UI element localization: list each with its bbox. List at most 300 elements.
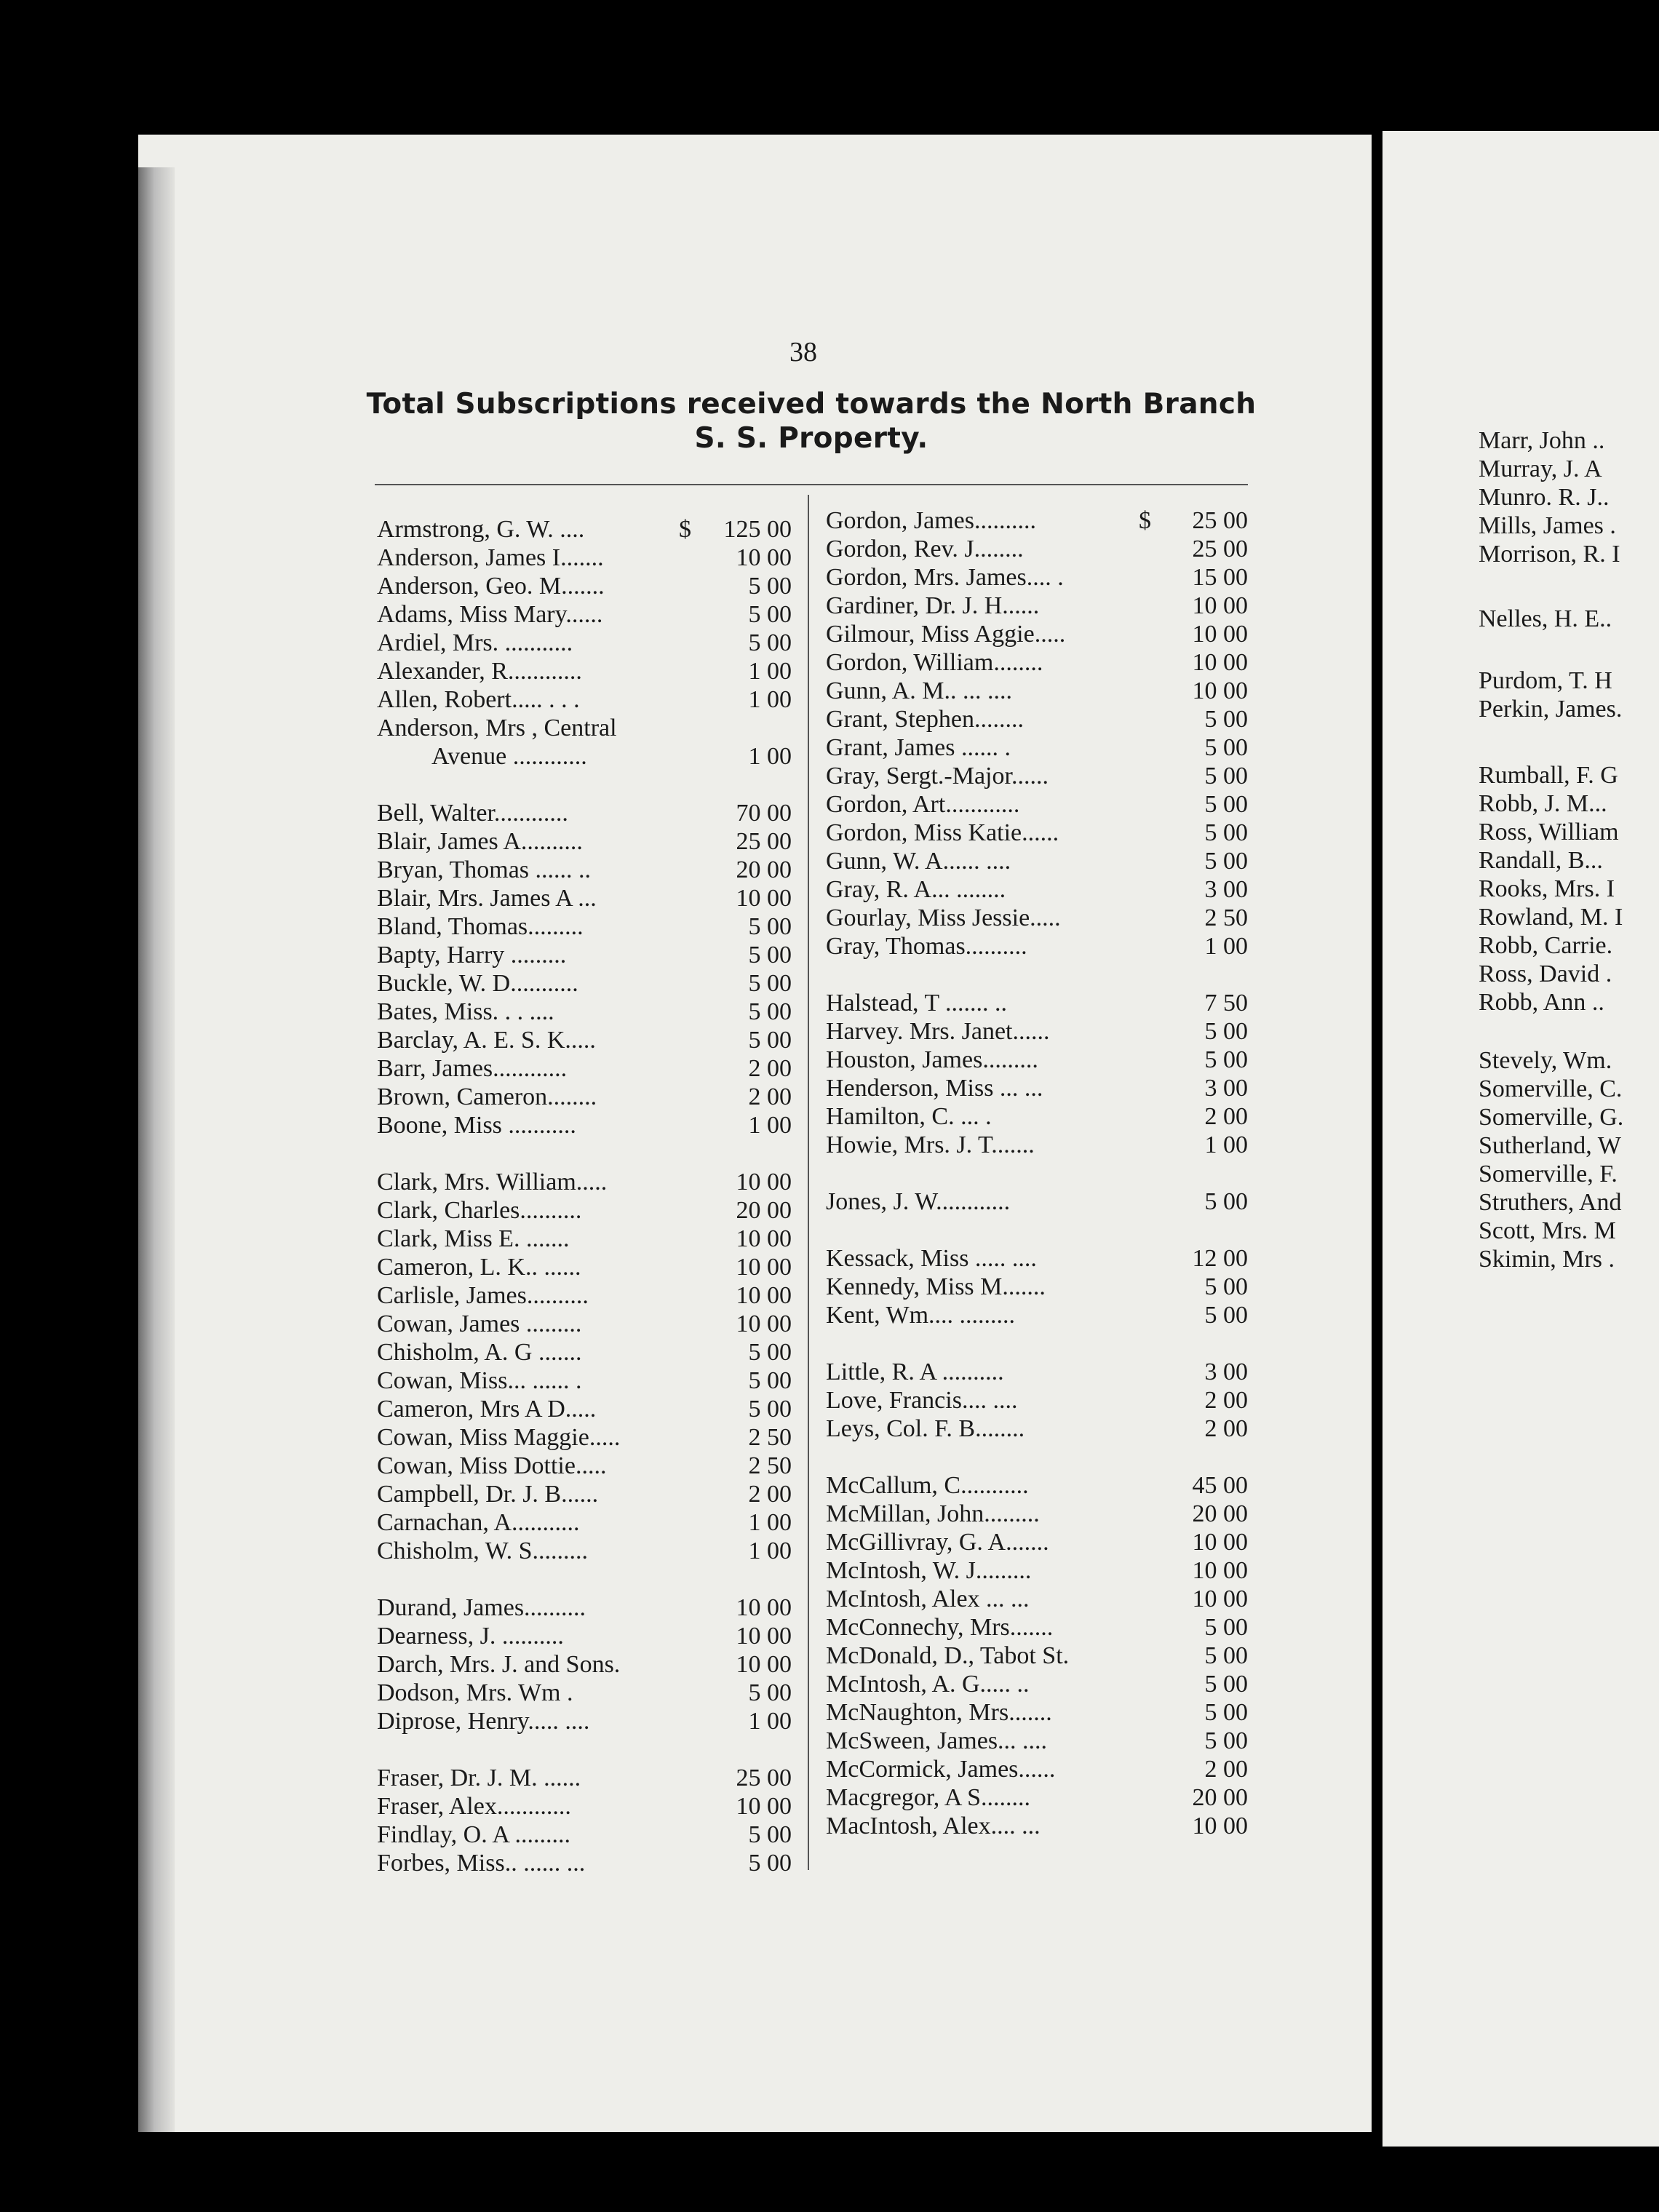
subscriber-name: Dodson, Mrs. Wm . <box>377 1679 573 1706</box>
subscription-amount: 10 00 <box>736 1651 792 1678</box>
subscription-entry <box>826 1698 1266 1727</box>
subscription-entry <box>377 1452 799 1480</box>
subscription-entry <box>377 1310 799 1338</box>
subscriber-name: Bryan, Thomas ...... .. <box>377 856 592 883</box>
subscription-amount: 5 00 <box>1204 1671 1248 1698</box>
subscription-entry <box>1479 1075 1659 1103</box>
subscription-amount: 5 00 <box>748 998 792 1025</box>
subscription-entry <box>1479 1217 1659 1245</box>
subscription-amount: 10 00 <box>736 1623 792 1650</box>
subscription-entry <box>1479 512 1659 540</box>
subscription-entry <box>377 1849 799 1877</box>
subscription-entry <box>1479 846 1659 875</box>
subscriber-name: McConnechy, Mrs....... <box>826 1614 1054 1641</box>
subscriber-name: Gunn, W. A...... .... <box>826 848 1011 875</box>
title-line-2: S. S. Property. <box>694 422 928 455</box>
subscription-entry <box>377 827 799 856</box>
subscription-entry <box>1479 1131 1659 1160</box>
subscriber-name: Cowan, Miss Maggie..... <box>377 1424 621 1451</box>
subscription-amount: 10 00 <box>1192 1813 1248 1839</box>
subscriber-name: Houston, James......... <box>826 1046 1038 1073</box>
subscription-entry <box>377 1196 799 1225</box>
page-number: 38 <box>789 337 817 367</box>
subscription-amount: 3 00 <box>1204 876 1248 903</box>
subscription-entry <box>377 799 799 827</box>
title-divider <box>375 484 1248 485</box>
subscriber-name: Chisholm, W. S......... <box>377 1537 589 1564</box>
subscription-entry <box>826 875 1266 904</box>
subscriber-name: McCallum, C........... <box>826 1472 1029 1499</box>
subscriber-name: Bland, Thomas......... <box>377 913 584 940</box>
subscription-amount: 1 00 <box>1204 1131 1248 1158</box>
subscription-entry <box>826 1783 1266 1812</box>
subscription-entry <box>826 1500 1266 1528</box>
subscription-amount: 25 00 <box>736 828 792 855</box>
title-line-1: Total Subscriptions received towards the North Branch <box>366 388 1257 421</box>
subscription-amount: 5 00 <box>1204 1302 1248 1329</box>
subscriber-name: Allen, Robert..... . . . <box>377 686 580 713</box>
subscription-entry <box>1479 1046 1659 1075</box>
subscriber-name: Diprose, Henry..... .... <box>377 1708 590 1735</box>
subscriber-name: Cameron, Mrs A D..... <box>377 1396 597 1423</box>
subscription-amount: 5 00 <box>1204 1273 1248 1300</box>
subscription-entry <box>377 1821 799 1849</box>
subscriber-name: Ross, David . <box>1479 960 1612 987</box>
subscriber-name: Boone, Miss ........... <box>377 1112 576 1139</box>
subscription-entry <box>377 1508 799 1537</box>
subscription-amount: 2 00 <box>1204 1103 1248 1130</box>
subscription-entry <box>826 1301 1266 1329</box>
subscription-entry <box>1479 426 1659 455</box>
subscriber-name: MacIntosh, Alex.... ... <box>826 1813 1041 1839</box>
subscriber-name: Blair, Mrs. James A ... <box>377 885 597 912</box>
subscription-amount: 10 00 <box>1192 677 1248 704</box>
subscription-amount: 25 00 <box>1192 507 1248 534</box>
subscription-amount: 5 00 <box>1204 791 1248 818</box>
subscription-amount: 5 00 <box>1204 819 1248 846</box>
subscriber-name: Blair, James A.......... <box>377 828 583 855</box>
subscription-entry <box>377 1366 799 1395</box>
subscription-entry <box>826 932 1266 960</box>
subscription-entry <box>826 1585 1266 1613</box>
subscription-entry <box>826 790 1266 819</box>
subscription-entry <box>826 1613 1266 1642</box>
subscription-entry <box>1479 695 1659 723</box>
subscription-entry <box>826 563 1266 592</box>
subscriber-name: Clark, Miss E. ....... <box>377 1225 570 1252</box>
subscription-amount: 5 00 <box>748 629 792 656</box>
subscription-entry <box>826 1187 1266 1216</box>
subscription-entry <box>1479 483 1659 512</box>
subscription-amount: 5 00 <box>1204 1018 1248 1045</box>
subscription-entry <box>377 1423 799 1452</box>
subscription-amount: 1 00 <box>748 1537 792 1564</box>
subscription-entry <box>377 1395 799 1423</box>
subscriber-name: Marr, John .. <box>1479 427 1605 454</box>
subscriber-name: Scott, Mrs. M <box>1479 1217 1616 1244</box>
subscriber-name: Kent, Wm.... ......... <box>826 1302 1016 1329</box>
subscriber-name: McIntosh, Alex ... ... <box>826 1586 1030 1612</box>
subscriber-name: Armstrong, G. W. .... <box>377 516 585 543</box>
subscription-entry <box>377 912 799 941</box>
subscription-entry <box>377 1054 799 1083</box>
subscription-entry <box>826 847 1266 875</box>
subscriber-name: Gray, Thomas.......... <box>826 933 1027 960</box>
subscriber-name: Gray, R. A... ........ <box>826 876 1006 903</box>
subscription-amount: 20 00 <box>736 1197 792 1224</box>
subscription-amount: 1 00 <box>748 1708 792 1735</box>
dollar-sign: $ <box>1139 507 1151 534</box>
subscriber-name: Cowan, Miss Dottie..... <box>377 1452 607 1479</box>
subscription-amount: 2 50 <box>748 1452 792 1479</box>
subscriber-name: Fraser, Dr. J. M. ...... <box>377 1765 581 1791</box>
subscriber-name: Anderson, James I....... <box>377 544 604 571</box>
subscription-amount: 5 00 <box>1204 1727 1248 1754</box>
subscription-entry <box>826 904 1266 932</box>
subscription-amount: 1 00 <box>748 1509 792 1536</box>
subscriber-name: Bell, Walter............ <box>377 800 568 827</box>
subscription-entry <box>377 998 799 1026</box>
subscriber-name: Adams, Miss Mary...... <box>377 601 603 628</box>
subscription-entry <box>377 1253 799 1281</box>
subscription-entry <box>826 1812 1266 1840</box>
column-divider <box>808 495 809 1870</box>
subscription-entry <box>377 544 799 572</box>
subscription-entry <box>1479 605 1659 633</box>
subscription-entry <box>1479 875 1659 903</box>
subscription-amount: 5 00 <box>748 1396 792 1423</box>
subscription-entry <box>377 1764 799 1792</box>
subscription-entry <box>826 819 1266 847</box>
subscription-amount: 10 00 <box>736 885 792 912</box>
subscription-amount: 12 00 <box>1192 1245 1248 1272</box>
subscriber-name: Brown, Cameron........ <box>377 1083 597 1110</box>
subscription-amount: 5 00 <box>1204 1642 1248 1669</box>
subscription-amount: 10 00 <box>1192 592 1248 619</box>
subscription-entry <box>1479 1188 1659 1217</box>
subscription-amount: 2 00 <box>748 1481 792 1508</box>
subscription-entry <box>826 506 1266 535</box>
subscription-entry <box>826 1755 1266 1783</box>
subscription-entry <box>377 1338 799 1366</box>
subscriber-name: McNaughton, Mrs....... <box>826 1699 1052 1726</box>
subscription-entry <box>377 941 799 969</box>
subscription-entry <box>826 1102 1266 1131</box>
subscription-entry <box>1479 931 1659 960</box>
subscription-entry <box>377 1168 799 1196</box>
subscriber-name: Harvey. Mrs. Janet...... <box>826 1018 1050 1045</box>
subscription-amount: 1 00 <box>748 686 792 713</box>
subscription-amount: 2 50 <box>748 1424 792 1451</box>
subscription-amount: 70 00 <box>736 800 792 827</box>
subscriber-name: Durand, James.......... <box>377 1594 586 1621</box>
subscription-amount: 25 00 <box>1192 536 1248 562</box>
subscriber-name: Gourlay, Miss Jessie..... <box>826 904 1061 931</box>
subscriber-name: McMillan, John......... <box>826 1500 1040 1527</box>
subscription-amount: 2 50 <box>1204 904 1248 931</box>
subscription-amount: 10 00 <box>736 544 792 571</box>
subscription-entry <box>377 742 799 771</box>
subscription-entry <box>826 762 1266 790</box>
subscription-entry <box>377 856 799 884</box>
subscriber-name: Barr, James............ <box>377 1055 568 1082</box>
subscriber-name: Barclay, A. E. S. K..... <box>377 1027 596 1054</box>
subscriber-name: Bates, Miss. . . .... <box>377 998 554 1025</box>
subscriber-name: Morrison, R. I <box>1479 541 1620 568</box>
subscriber-name: Gordon, Rev. J........ <box>826 536 1024 562</box>
subscriber-name: Cowan, Miss... ...... . <box>377 1367 582 1394</box>
subscriber-name: Randall, B... <box>1479 847 1603 874</box>
subscriber-name: McDonald, D., Tabot St. <box>826 1642 1070 1669</box>
page-title <box>364 387 1259 455</box>
subscriber-name: Fraser, Alex............ <box>377 1793 571 1820</box>
subscriber-name: Skimin, Mrs . <box>1479 1246 1615 1273</box>
subscription-amount: 5 00 <box>748 970 792 997</box>
subscription-amount: 10 00 <box>736 1793 792 1820</box>
subscription-entry <box>1479 988 1659 1017</box>
subscriber-name: McIntosh, W. J......... <box>826 1557 1032 1584</box>
subscriber-name: McIntosh, A. G..... .. <box>826 1671 1030 1698</box>
subscriber-name: Bapty, Harry ......... <box>377 942 567 968</box>
subscriber-name: Gordon, Miss Katie...... <box>826 819 1059 846</box>
subscription-entry <box>1479 540 1659 568</box>
subscriber-name: Sutherland, W <box>1479 1132 1621 1159</box>
subscription-entry <box>1479 903 1659 931</box>
subscriber-name: Clark, Charles.......... <box>377 1197 582 1224</box>
subscription-entry <box>377 685 799 714</box>
subscription-amount: 20 00 <box>736 856 792 883</box>
subscription-entry <box>377 1480 799 1508</box>
subscription-entry <box>377 1792 799 1821</box>
subscription-amount: 5 00 <box>1204 1188 1248 1215</box>
subscriber-name: Somerville, F. <box>1479 1161 1618 1187</box>
subscription-amount: 2 00 <box>748 1083 792 1110</box>
subscription-amount: 10 00 <box>1192 1586 1248 1612</box>
subscription-entry <box>377 884 799 912</box>
subscription-amount: 10 00 <box>736 1282 792 1309</box>
subscriber-name: Howie, Mrs. J. T....... <box>826 1131 1035 1158</box>
subscriber-name: Findlay, O. A ......... <box>377 1821 571 1848</box>
subscriber-name: Henderson, Miss ... ... <box>826 1075 1043 1102</box>
subscription-entry <box>377 714 799 742</box>
subscription-entry <box>377 572 799 600</box>
subscription-amount: 10 00 <box>736 1225 792 1252</box>
subscriber-name: Kessack, Miss ..... .... <box>826 1245 1037 1272</box>
subscription-entry <box>377 1225 799 1253</box>
subscription-entry <box>826 1471 1266 1500</box>
subscriber-name: Leys, Col. F. B........ <box>826 1415 1025 1442</box>
subscription-amount: 2 00 <box>1204 1387 1248 1414</box>
subscriber-name: Gordon, James.......... <box>826 507 1036 534</box>
subscriber-name: Chisholm, A. G ....... <box>377 1339 582 1366</box>
subscription-amount: 20 00 <box>1192 1500 1248 1527</box>
subscriber-name: Murray, J. A <box>1479 455 1602 482</box>
subscriber-name: Robb, Carrie. <box>1479 932 1613 959</box>
subscription-entry <box>826 1273 1266 1301</box>
subscription-entry <box>377 1594 799 1622</box>
subscriber-name: Love, Francis.... .... <box>826 1387 1018 1414</box>
subscription-amount: 5 00 <box>748 913 792 940</box>
subscriber-name: Grant, James ...... . <box>826 734 1011 761</box>
subscription-entry <box>377 1622 799 1650</box>
subscription-amount: 5 00 <box>1204 1614 1248 1641</box>
subscriber-name: Robb, Ann .. <box>1479 989 1604 1016</box>
subscriber-name: Struthers, And <box>1479 1189 1622 1216</box>
subscription-amount: 20 00 <box>1192 1784 1248 1811</box>
subscription-amount: 10 00 <box>736 1169 792 1195</box>
subscription-amount: 2 00 <box>1204 1756 1248 1783</box>
subscriber-name: Purdom, T. H <box>1479 667 1612 694</box>
subscription-entry <box>1479 1160 1659 1188</box>
subscription-amount: 10 00 <box>1192 1557 1248 1584</box>
subscription-amount: 1 00 <box>1204 933 1248 960</box>
subscriber-name: Gilmour, Miss Aggie..... <box>826 621 1066 648</box>
subscription-entry <box>826 648 1266 677</box>
subscription-entry <box>826 1642 1266 1670</box>
subscription-entry <box>826 1358 1266 1386</box>
subscription-entry <box>826 1074 1266 1102</box>
subscription-entry <box>826 1244 1266 1273</box>
subscription-entry <box>377 1679 799 1707</box>
subscriber-name: Cameron, L. K.. ...... <box>377 1254 581 1281</box>
subscriber-name: Rooks, Mrs. I <box>1479 875 1615 902</box>
subscriber-name: Jones, J. W............ <box>826 1188 1011 1215</box>
subscription-entry <box>1479 1103 1659 1131</box>
subscription-amount: 1 00 <box>748 743 792 770</box>
subscription-amount: 5 00 <box>748 1850 792 1877</box>
subscriber-name: Gordon, Art............ <box>826 791 1020 818</box>
subscription-amount: 3 00 <box>1204 1358 1248 1385</box>
subscriber-name: Munro. R. J.. <box>1479 484 1610 511</box>
subscription-entry <box>377 629 799 657</box>
subscriber-name: Nelles, H. E.. <box>1479 605 1612 632</box>
subscription-entry <box>1479 761 1659 789</box>
subscription-entry <box>826 535 1266 563</box>
subscription-entry <box>377 1083 799 1111</box>
subscription-amount: 3 00 <box>1204 1075 1248 1102</box>
subscriber-name: Carlisle, James.......... <box>377 1282 589 1309</box>
subscriber-name: Gray, Sergt.-Major...... <box>826 763 1049 789</box>
subscription-entry <box>377 969 799 998</box>
subscriber-name: Stevely, Wm. <box>1479 1047 1612 1074</box>
subscription-amount: 5 00 <box>748 1339 792 1366</box>
subscriber-name: Forbes, Miss.. ...... ... <box>377 1850 586 1877</box>
subscriber-name: Gunn, A. M.. ... .... <box>826 677 1012 704</box>
subscription-entry <box>826 620 1266 648</box>
subscriber-name: Avenue ............ <box>431 743 587 770</box>
subscription-amount: 5 00 <box>1204 848 1248 875</box>
subscriber-name: McGillivray, G. A....... <box>826 1529 1049 1556</box>
subscription-amount: 10 00 <box>736 1254 792 1281</box>
subscription-amount: 5 00 <box>748 601 792 628</box>
subscriber-name: Clark, Mrs. William..... <box>377 1169 608 1195</box>
subscription-amount: 5 00 <box>1204 763 1248 789</box>
subscriber-name: McSween, James... .... <box>826 1727 1048 1754</box>
subscription-entry <box>1479 1245 1659 1273</box>
subscription-entry <box>377 1537 799 1565</box>
subscription-amount: 5 00 <box>1204 1046 1248 1073</box>
page-edge-shadow <box>138 167 175 2132</box>
subscription-entry <box>377 1281 799 1310</box>
subscription-entry <box>826 1556 1266 1585</box>
subscription-amount: 7 50 <box>1204 990 1248 1017</box>
subscription-entry <box>826 1131 1266 1159</box>
subscriber-name: Robb, J. M... <box>1479 790 1607 817</box>
subscription-amount: 2 00 <box>748 1055 792 1082</box>
subscription-entry <box>826 1415 1266 1443</box>
subscriber-name: Rumball, F. G <box>1479 762 1618 789</box>
subscription-amount: 1 00 <box>748 1112 792 1139</box>
subscription-amount: 5 00 <box>748 1821 792 1848</box>
subscription-entry <box>377 515 799 544</box>
subscription-amount: 5 00 <box>1204 706 1248 733</box>
subscription-amount: 5 00 <box>748 573 792 600</box>
subscription-amount: 5 00 <box>748 1027 792 1054</box>
subscriber-name: Anderson, Geo. M....... <box>377 573 605 600</box>
subscription-amount: 10 00 <box>736 1594 792 1621</box>
subscription-amount: 45 00 <box>1192 1472 1248 1499</box>
subscription-entry <box>826 1528 1266 1556</box>
dollar-sign: $ <box>679 516 691 543</box>
subscription-entry <box>1479 960 1659 988</box>
subscription-amount: 5 00 <box>748 942 792 968</box>
subscription-entry <box>826 1727 1266 1755</box>
subscriber-name: Kennedy, Miss M....... <box>826 1273 1046 1300</box>
subscription-entry <box>377 1650 799 1679</box>
subscriber-name: Macgregor, A S........ <box>826 1784 1030 1811</box>
subscriber-name: Halstead, T ....... .. <box>826 990 1007 1017</box>
subscription-entry <box>826 989 1266 1017</box>
subscriber-name: Gardiner, Dr. J. H...... <box>826 592 1040 619</box>
subscriber-name: McCormick, James...... <box>826 1756 1056 1783</box>
subscriber-name: Somerville, C. <box>1479 1075 1623 1102</box>
subscription-entry <box>1479 789 1659 818</box>
subscription-amount: 5 00 <box>1204 1699 1248 1726</box>
subscriber-name: Ross, William <box>1479 819 1619 846</box>
subscriber-name: Rowland, M. I <box>1479 904 1623 931</box>
subscriber-name: Buckle, W. D........... <box>377 970 578 997</box>
subscription-entry <box>1479 667 1659 695</box>
subscription-amount: 10 00 <box>1192 1529 1248 1556</box>
subscription-amount: 5 00 <box>1204 734 1248 761</box>
subscriber-name: Darch, Mrs. J. and Sons. <box>377 1651 621 1678</box>
subscriber-name: Somerville, G. <box>1479 1104 1624 1131</box>
subscriber-name: Campbell, Dr. J. B...... <box>377 1481 599 1508</box>
subscription-amount: 125 00 <box>723 516 792 543</box>
subscriber-name: Dearness, J. .......... <box>377 1623 564 1650</box>
subscriber-name: Mills, James . <box>1479 512 1616 539</box>
subscriber-name: Cowan, James ......... <box>377 1310 582 1337</box>
subscription-amount: 1 00 <box>748 658 792 685</box>
subscription-entry <box>826 592 1266 620</box>
subscription-amount: 15 00 <box>1192 564 1248 591</box>
subscription-amount: 10 00 <box>736 1310 792 1337</box>
subscriber-name: Gordon, Mrs. James.... . <box>826 564 1064 591</box>
subscription-entry <box>826 1386 1266 1415</box>
subscriber-name: Ardiel, Mrs. ........... <box>377 629 573 656</box>
subscription-entry <box>1479 455 1659 483</box>
subscription-entry <box>826 733 1266 762</box>
subscription-entry <box>826 705 1266 733</box>
subscription-entry <box>377 1026 799 1054</box>
subscriber-name: Alexander, R............ <box>377 658 582 685</box>
subscription-entry <box>377 1111 799 1139</box>
subscription-amount: 10 00 <box>1192 621 1248 648</box>
subscription-entry <box>1479 818 1659 846</box>
subscription-entry <box>826 1046 1266 1074</box>
subscriber-name: Perkin, James. <box>1479 696 1623 723</box>
subscriber-name: Carnachan, A........... <box>377 1509 580 1536</box>
